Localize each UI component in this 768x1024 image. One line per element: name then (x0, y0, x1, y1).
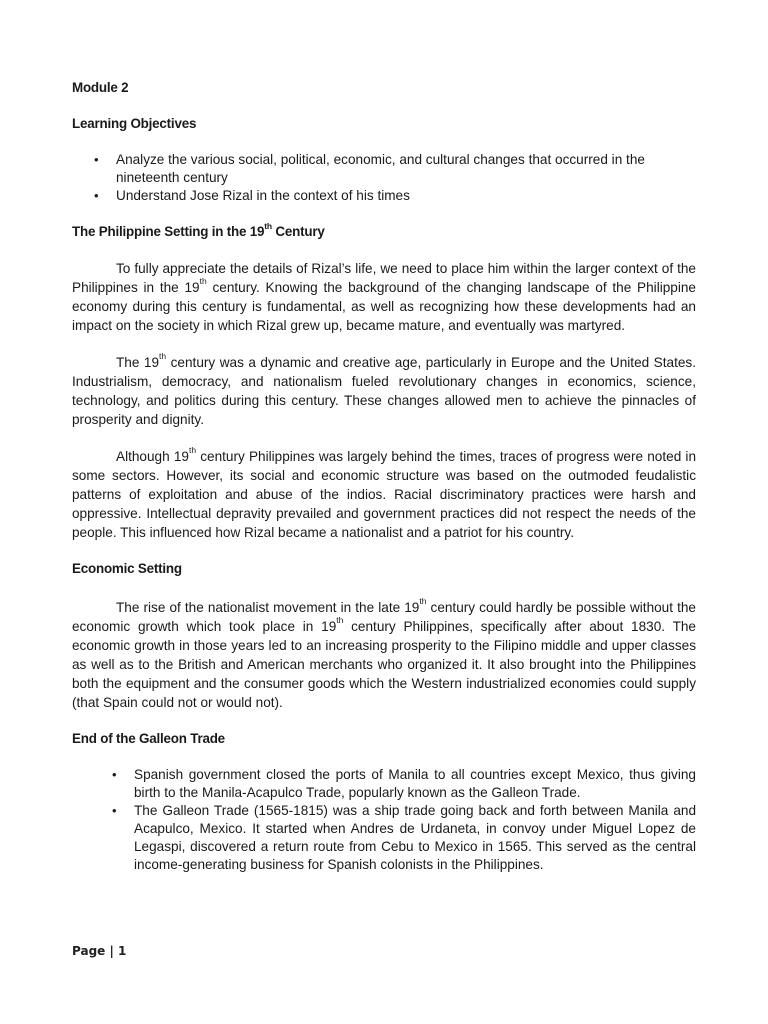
heading-text: Century (271, 224, 325, 239)
paragraph: The rise of the nationalist movement in the late 19th century could hardly be possible without the economic growth which took place in 19th century Philippines, specifically after about 1830. The economic growth in those years led to an increasing prosperity to the Filipino middle and upper classes as well as to the British and American merchants who organized it. It also brought into the Philippines both the equipment and the consumer goods which the Western industrialized economies could supply (that Spain could not or would not). (72, 596, 696, 710)
list-item: • Understand Jose Rizal in the context of his times (116, 187, 696, 205)
setting-heading (72, 220, 696, 241)
page-footer: Page | 1 (72, 944, 127, 958)
list-item: • Analyze the various social, political, economic, and cultural changes that occurred in the nineteenth century (116, 151, 696, 187)
paragraph: To fully appreciate the details of Rizal’s life, we need to place him within the larger context of the Philippines in the 19th century. Knowing the background of the changing landscape of the Philippine economy during this century is fundamental, as well as recognizing how these developments had an impact on the society in which Rizal grew up, became mature, and eventually was martyred. (72, 261, 696, 333)
page-content (72, 79, 696, 892)
galleon-trade-heading: End of the Galleon Trade (72, 731, 225, 746)
superscript: th (264, 220, 272, 231)
galleon-trade-list (72, 766, 696, 874)
heading-text: The Philippine Setting in the 19 (72, 224, 265, 239)
paragraph: The 19th century was a dynamic and creative age, particularly in Europe and the United States. Industrialism, democracy, and nationalism fueled revolutionary changes in economics, science, technology, and politics during this century. These changes allowed men to achieve the pinnacles of prosperity and dignity. (72, 351, 696, 427)
learning-objectives-list (72, 151, 696, 205)
list-item: • Spanish government closed the ports of Manila to all countries except Mexico, thus giving birth to the Manila-Acapulco Trade, popularly known as the Galleon Trade. (134, 766, 696, 802)
list-item: • The Galleon Trade (1565-1815) was a ship trade going back and forth between Manila and Acapulco, Mexico. It started when Andres de Urdaneta, in convoy under Miguel Lopez de Legaspi, discovered a return route from Cebu to Mexico in 1565. This served as the central income-generating business for Spanish colonists in the Philippines. (134, 802, 696, 874)
learning-objectives-heading: Learning Objectives (72, 116, 197, 131)
paragraph: Although 19th century Philippines was largely behind the times, traces of progress were noted in some sectors. However, its social and economic structure was based on the outmoded feudalistic patterns of exploitation and abuse of the indios. Racial discriminatory practices were harsh and oppressive. Intellectual depravity prevailed and government practices did not respect the needs of the people. This influenced how Rizal became a nationalist and a patriot for his country. (72, 445, 696, 540)
economic-setting-heading: Economic Setting (72, 561, 182, 576)
module-title: Module 2 (72, 80, 129, 95)
